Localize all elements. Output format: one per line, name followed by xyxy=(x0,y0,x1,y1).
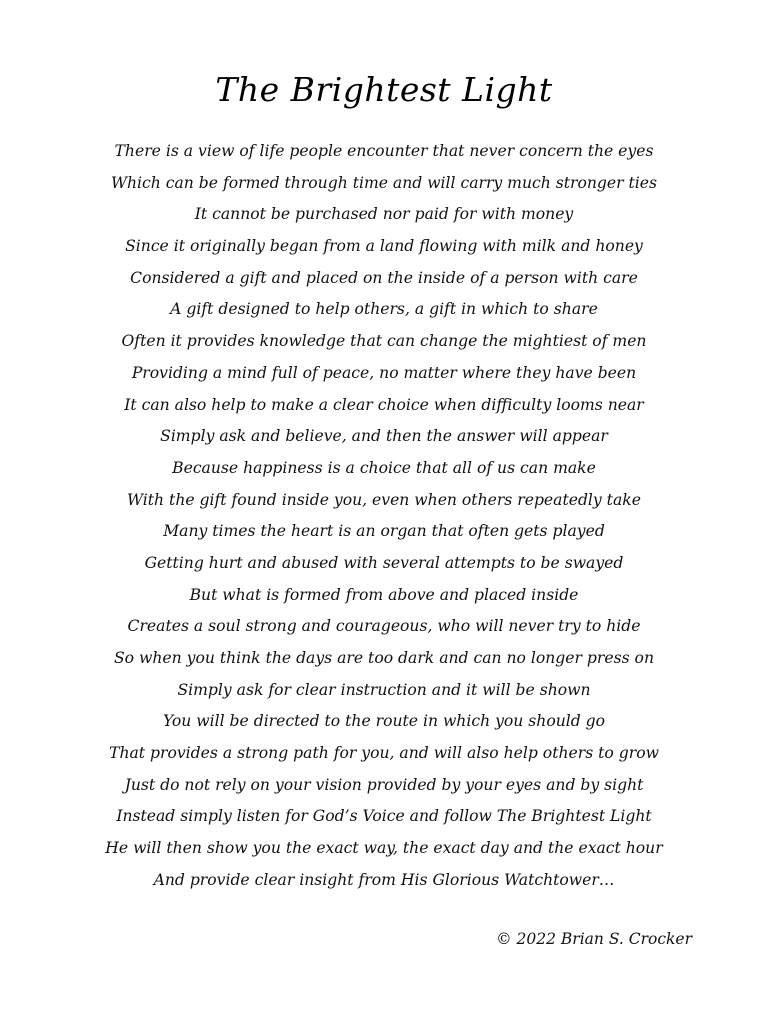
poem-line: It can also help to make a clear choice when difficulty looms near xyxy=(124,395,644,414)
poem-line: Considered a gift and placed on the inside of a person with care xyxy=(130,268,638,287)
poem-line: Getting hurt and abused with several attempts to be swayed xyxy=(144,553,624,572)
poem-line: A gift designed to help others, a gift in which to share xyxy=(170,300,598,319)
poem-line: Because happiness is a choice that all of us can make xyxy=(172,458,596,477)
poem-line: But what is formed from above and placed inside xyxy=(189,585,579,604)
poem-line: Providing a mind full of peace, no matter where they have been xyxy=(131,363,637,382)
poem-line: Simply ask for clear instruction and it will be shown xyxy=(177,680,591,699)
copyright-notice: © 2022 Brian S. Crocker xyxy=(496,930,692,948)
poem-line: With the gift found inside you, even when others repeatedly take xyxy=(127,490,641,509)
poem-line: Simply ask and believe, and then the answer will appear xyxy=(160,427,608,446)
poem-line: Many times the heart is an organ that often gets played xyxy=(163,522,605,541)
poem-line: Creates a soul strong and courageous, who will never try to hide xyxy=(127,617,641,636)
poem-line: So when you think the days are too dark and can no longer press on xyxy=(113,649,654,667)
poem-line: Since it originally began from a land flowing with milk and honey xyxy=(125,237,643,256)
poem-line: You will be directed to the route in which you should go xyxy=(162,712,606,731)
poem-line: That provides a strong path for you, and will also help others to grow xyxy=(109,744,659,763)
poem-line: He will then show you the exact way, the exact day and the exact hour xyxy=(105,839,663,858)
poem-line: Often it provides knowledge that can change the mightiest of men xyxy=(121,332,647,351)
poem-title: The Brightest Light xyxy=(215,70,553,109)
poem-line: Just do not rely on your vision provided by your eyes and by sight xyxy=(124,775,644,794)
poem-line: Which can be formed through time and will carry much stronger ties xyxy=(110,173,658,192)
poem-body xyxy=(0,136,768,897)
poem-line: And provide clear insight from His Glorious Watchtower… xyxy=(153,870,615,889)
poem-line: It cannot be purchased nor paid for with money xyxy=(194,205,574,224)
poem-line: There is a view of life people encounter that never concern the eyes xyxy=(114,142,654,160)
poem-line: Instead simply listen for God’s Voice and follow The Brightest Light xyxy=(116,807,652,826)
